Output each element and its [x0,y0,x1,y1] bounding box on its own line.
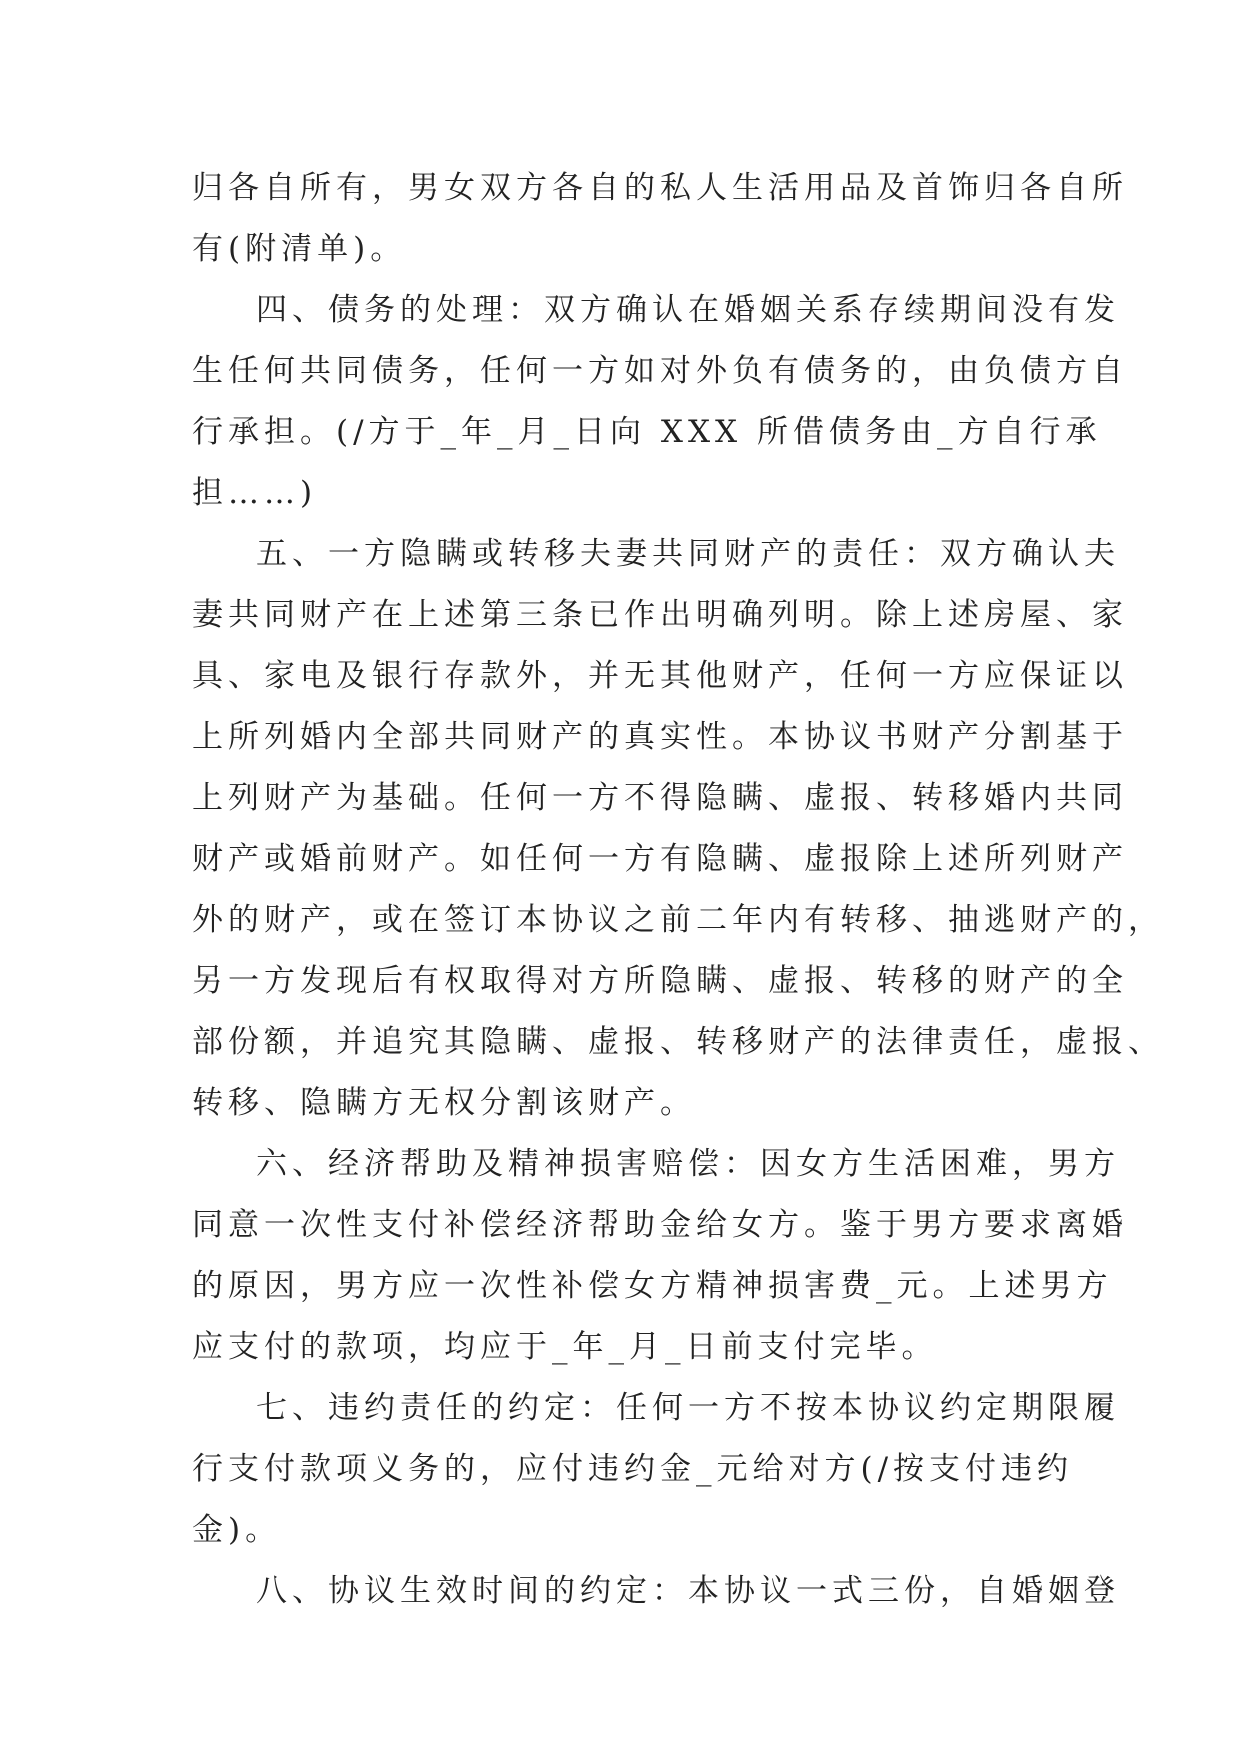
text-line: 行承担。(/方于_年_月_日向 XXX 所借债务由_方自行承 [192,414,1102,450]
text-line: 生任何共同债务，任何一方如对外负有债务的，由负债方自 [192,353,1128,389]
text-line: 转移、隐瞒方无权分割该财产。 [192,1085,696,1121]
document-body [192,158,1164,1622]
section-heading-line: 八、协议生效时间的约定：本协议一式三份，自婚姻登 [256,1573,1120,1609]
text-line: 妻共同财产在上述第三条已作出明确列明。除上述房屋、家 [192,597,1128,633]
text-line: 具、家电及银行存款外，并无其他财产，任何一方应保证以 [192,658,1128,694]
text-line: 金)。 [192,1512,282,1548]
text-line: 应支付的款项，均应于_年_月_日前支付完毕。 [192,1329,938,1365]
text-line: 的原因，男方应一次性补偿女方精神损害费_元。上述男方 [192,1268,1113,1304]
text-line: 外的财产，或在签订本协议之前二年内有转移、抽逃财产的， [192,902,1164,938]
text-line: 有(附清单)。 [192,231,407,267]
section-heading-line: 五、一方隐瞒或转移夫妻共同财产的责任：双方确认夫 [256,536,1120,572]
section-heading-line: 四、债务的处理：双方确认在婚姻关系存续期间没有发 [256,292,1120,328]
section-heading-line: 六、经济帮助及精神损害赔偿：因女方生活困难，男方 [256,1146,1120,1182]
text-line: 部份额，并追究其隐瞒、虚报、转移财产的法律责任，虚报、 [192,1024,1164,1060]
text-line: 归各自所有，男女双方各自的私人生活用品及首饰归各自所 [192,170,1128,206]
text-line: 行支付款项义务的，应付违约金_元给对方(/按支付违约 [192,1451,1074,1487]
text-line: 上所列婚内全部共同财产的真实性。本协议书财产分割基于 [192,719,1128,755]
text-line: 担……) [192,475,318,511]
text-line: 财产或婚前财产。如任何一方有隐瞒、虚报除上述所列财产 [192,841,1128,877]
text-line: 上列财产为基础。任何一方不得隐瞒、虚报、转移婚内共同 [192,780,1128,816]
text-line: 另一方发现后有权取得对方所隐瞒、虚报、转移的财产的全 [192,963,1128,999]
section-heading-line: 七、违约责任的约定：任何一方不按本协议约定期限履 [256,1390,1120,1426]
text-line: 同意一次性支付补偿经济帮助金给女方。鉴于男方要求离婚 [192,1207,1128,1243]
